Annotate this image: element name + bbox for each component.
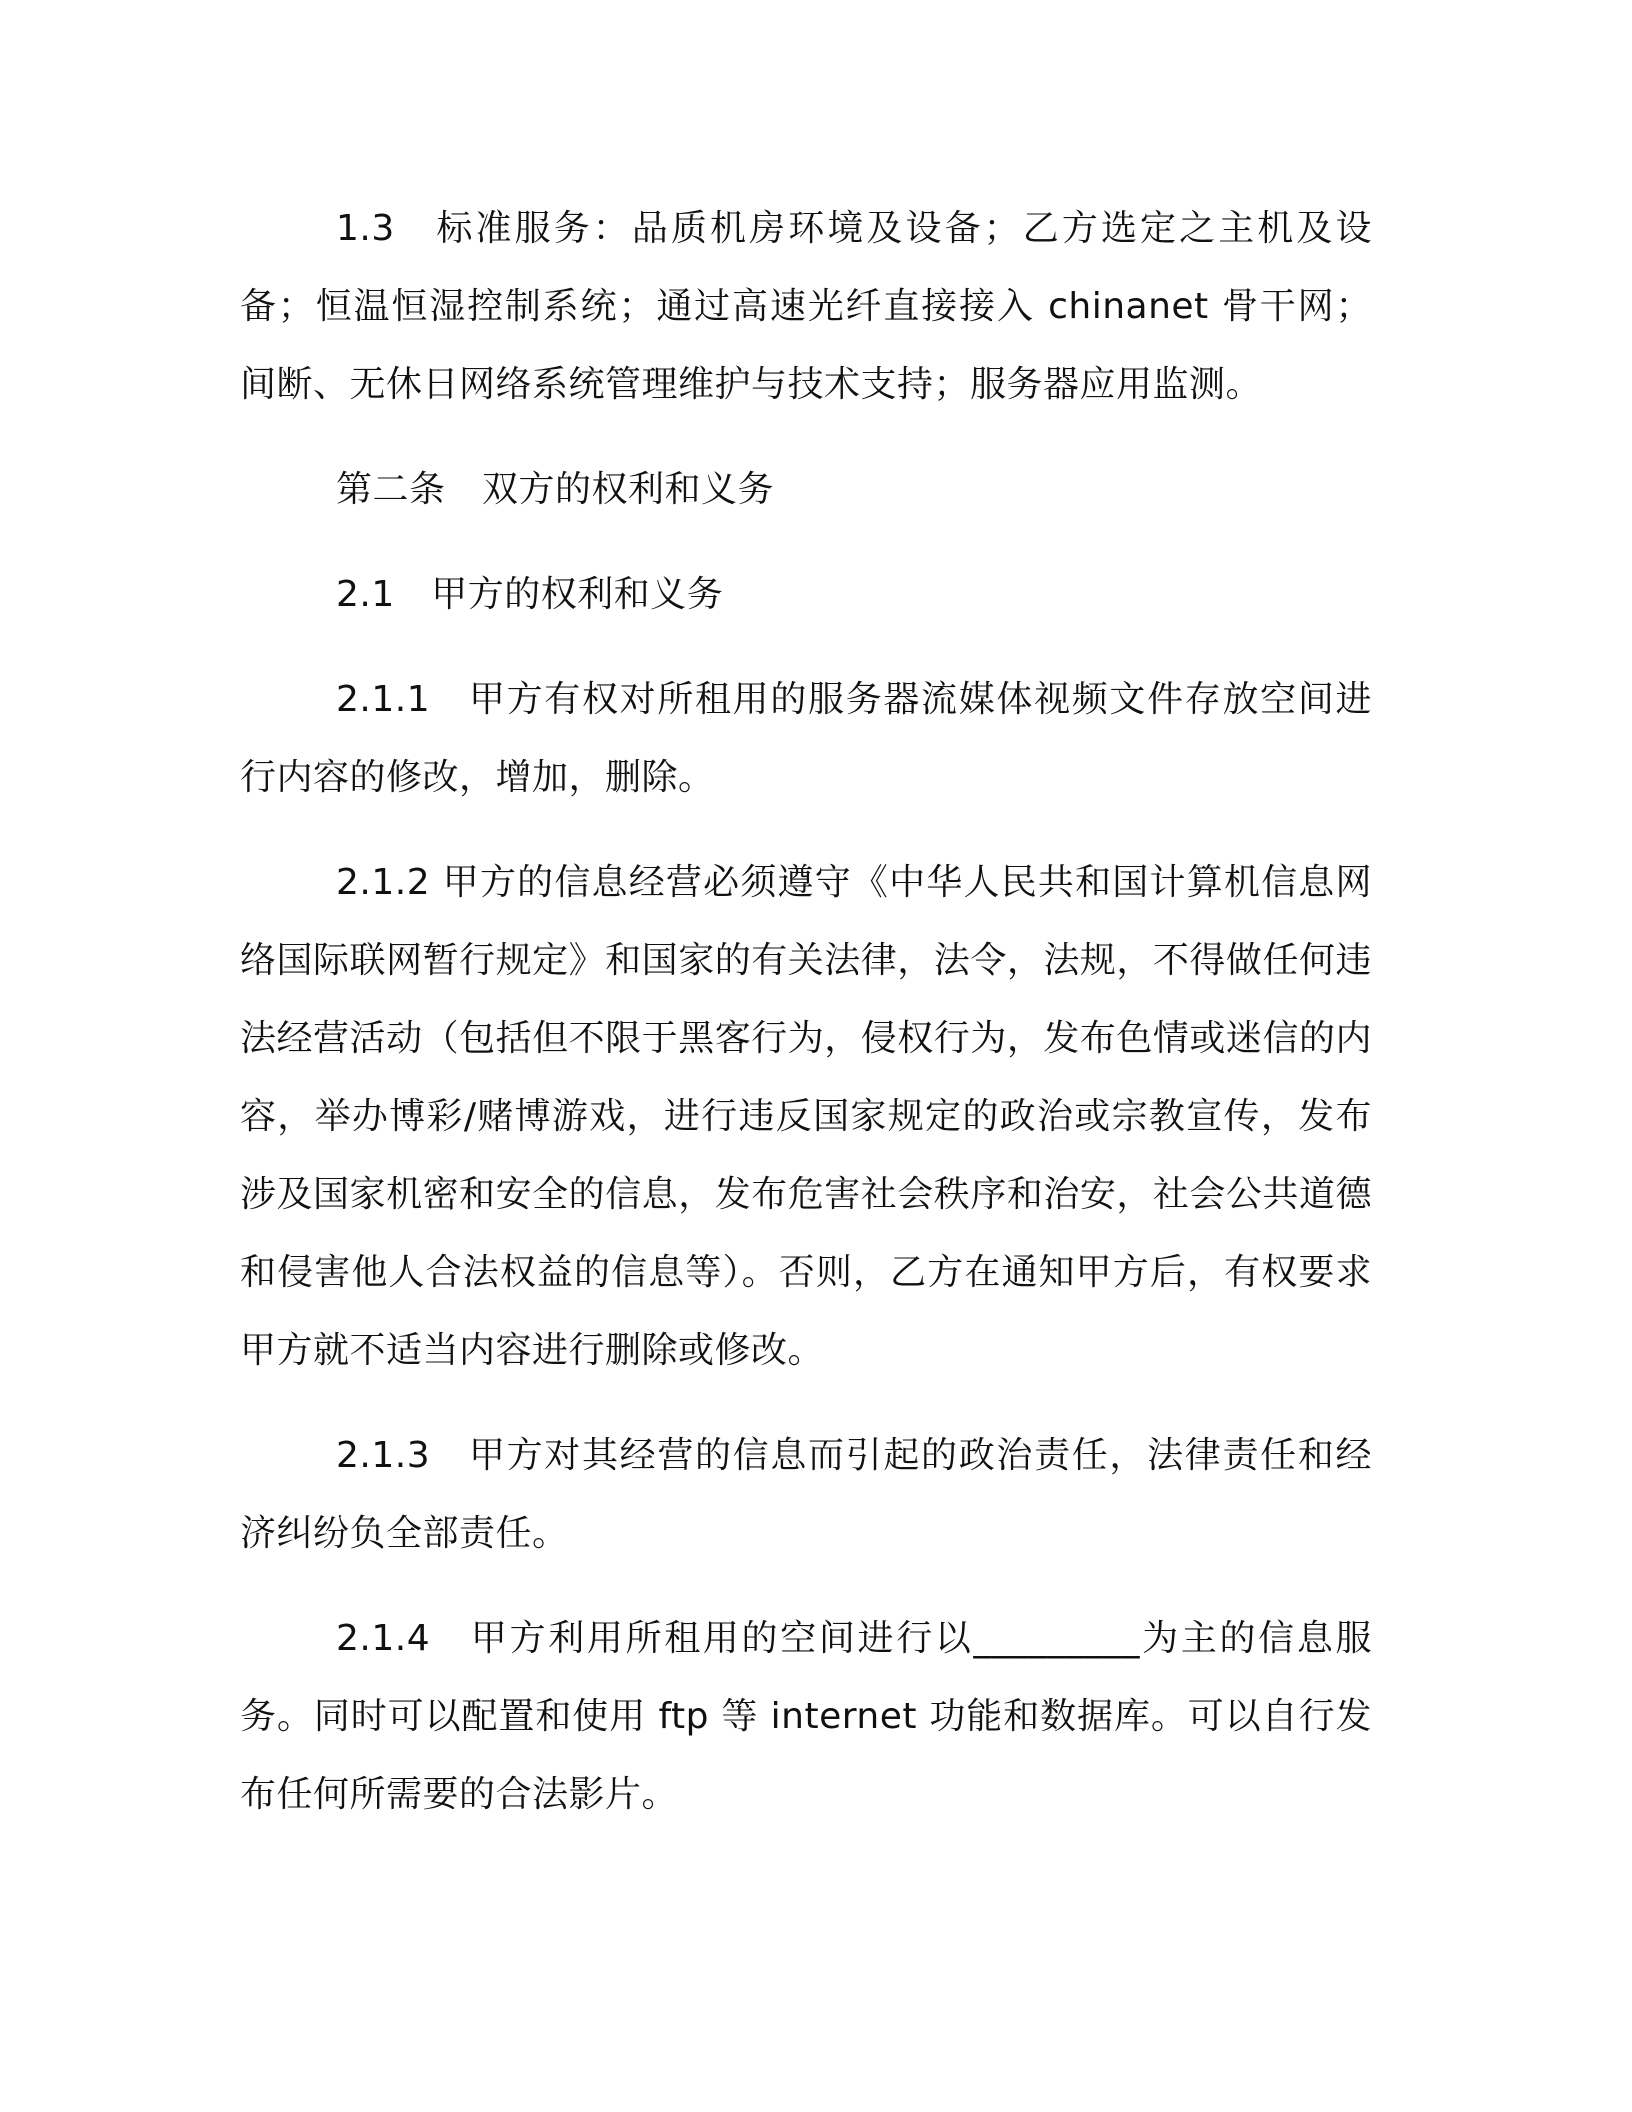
section-2-1-heading: 2.1 甲方的权利和义务 — [336, 574, 724, 615]
article-2-heading: 第二条 双方的权利和义务 — [336, 469, 775, 510]
clause-2-1-2: 2.1.2 甲方的信息经营必须遵守《中华人民共和国计算机信息网络国际联网暂行规定》和国家的有关法律，法令，法规，不得做任何违法经营活动（包括但不限于黑客行为，侵权行为，发布色情或迷信的内容，举办博彩/赌博游戏，进行违反国家规定的政治或宗教宣传，发布涉及国家机密和安全的信息，发布危害社会秩序和治安，社会公共道德和侵害他人合法权益的信息等）。否则，乙方在通知甲方后，有权要求甲方就不适当内容进行删除或修改。 — [240, 862, 1372, 1371]
paragraph-1-3-standard-services: 1.3 标准服务：品质机房环境及设备；乙方选定之主机及设备；恒温恒湿控制系统；通过高速光纤直接接入 chinanet 骨干网；间断、无休日网络系统管理维护与技术支持；服务器应用监测。 — [240, 208, 1372, 405]
clause-2-1-3: 2.1.3 甲方对其经营的信息而引起的政治责任，法律责任和经济纠纷负全部责任。 — [240, 1435, 1372, 1554]
clause-2-1-1: 2.1.1 甲方有权对所租用的服务器流媒体视频文件存放空间进行内容的修改，增加，删除。 — [240, 679, 1372, 798]
document-body — [240, 190, 1372, 1834]
clause-2-1-4: 2.1.4 甲方利用所租用的空间进行以_________为主的信息服务。同时可以配置和使用 ftp 等 internet 功能和数据库。可以自行发布任何所需要的合法影片。 — [240, 1618, 1372, 1815]
